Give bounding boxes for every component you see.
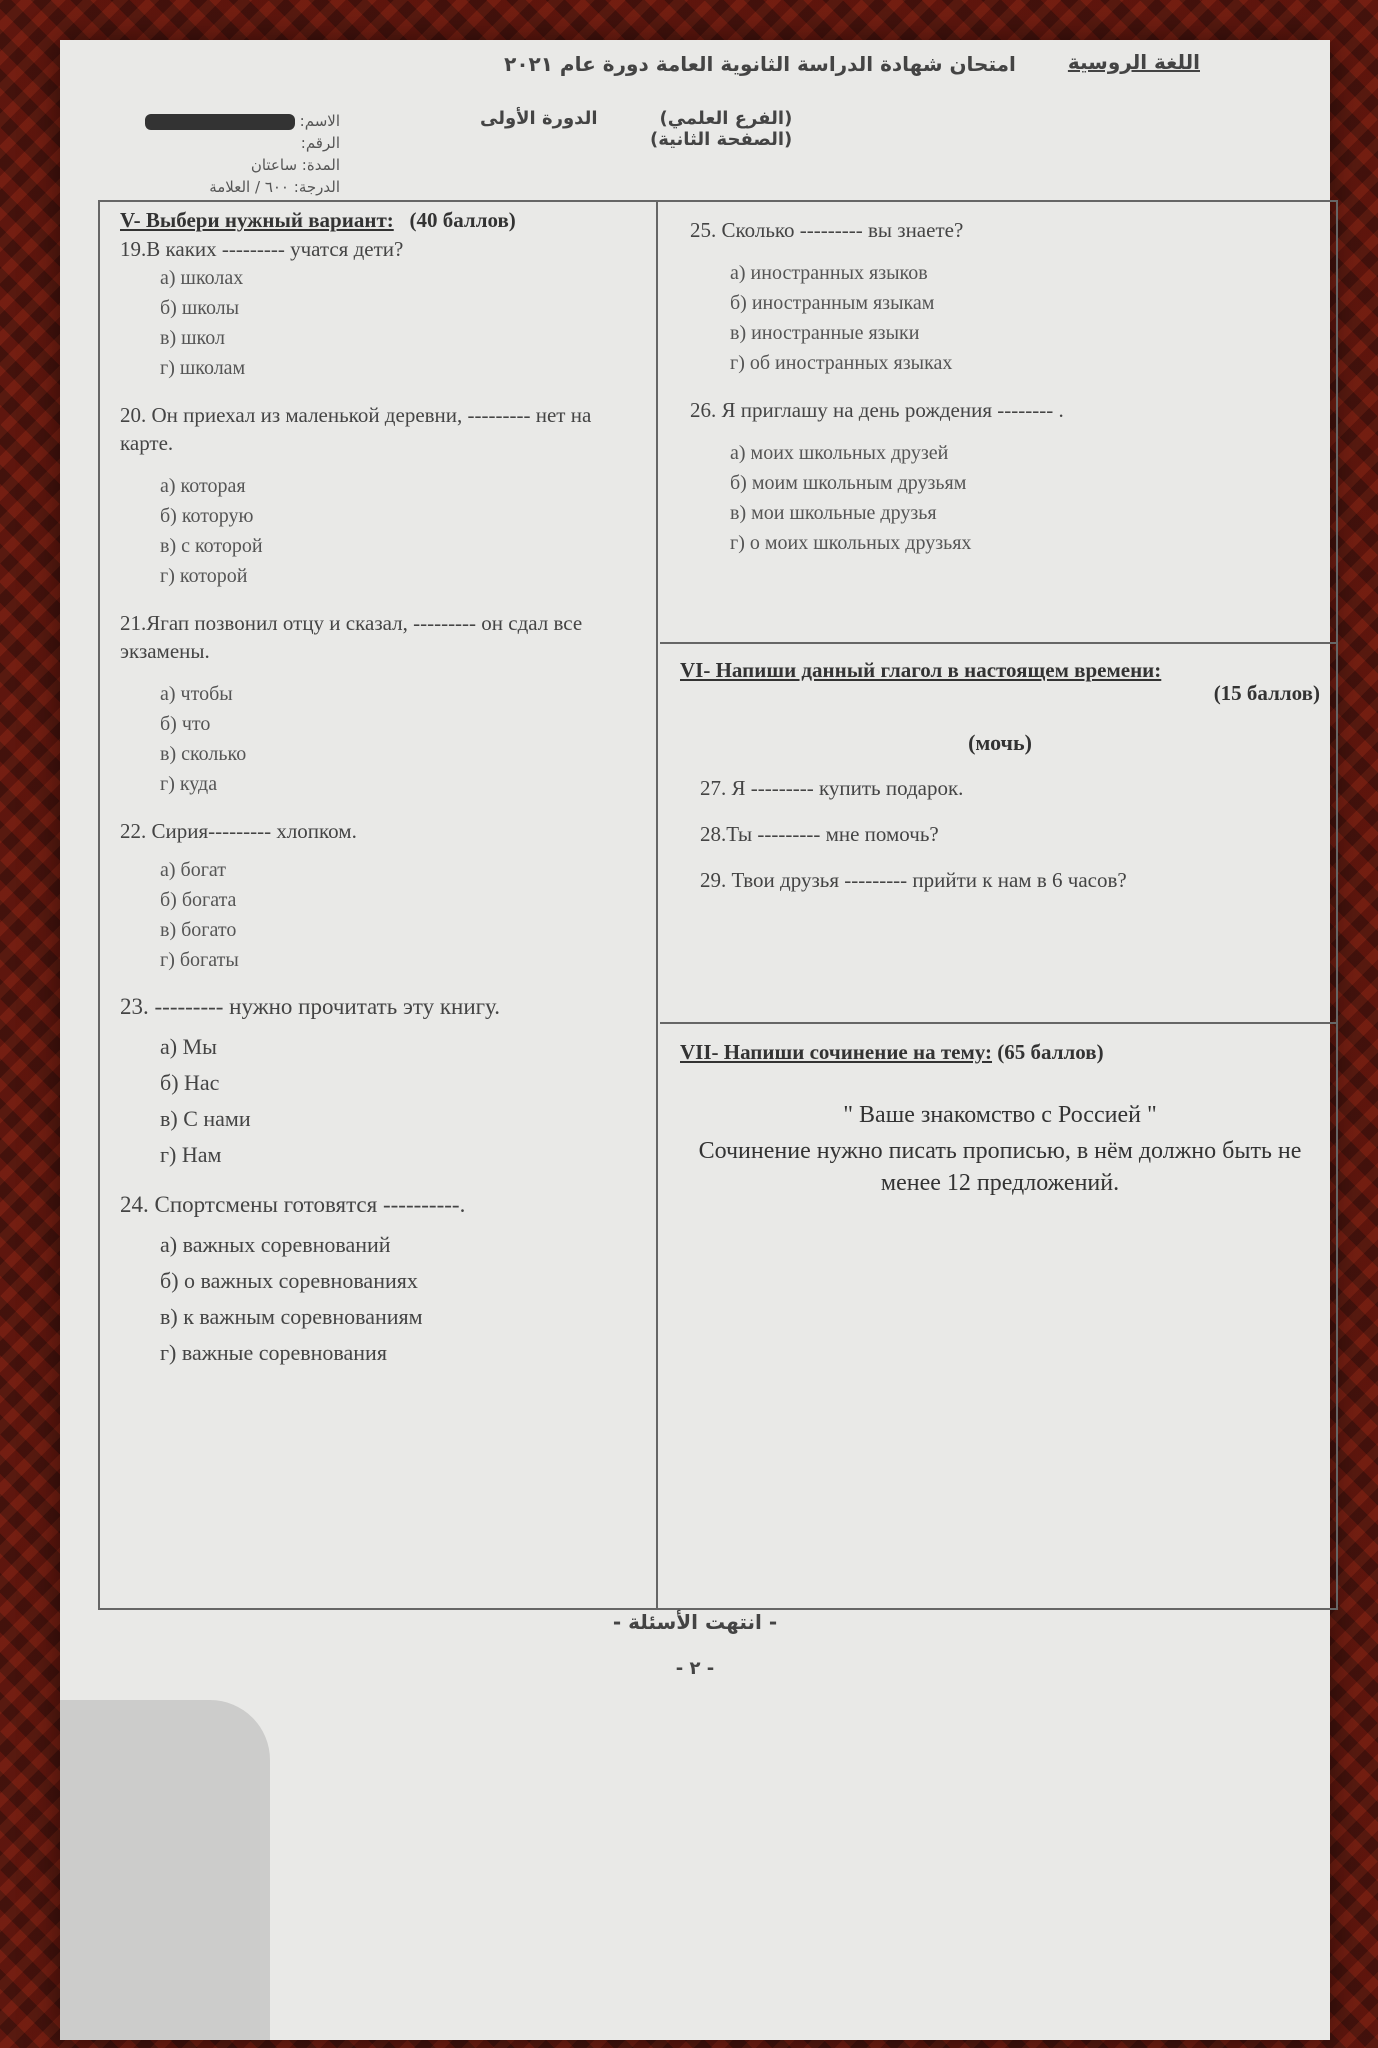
question-25: 25. Сколько --------- вы знаете? — [690, 218, 964, 242]
q20-option-a: а) которая — [160, 475, 246, 497]
essay-topic: " Ваше знакомство с Россией " — [843, 1102, 1157, 1128]
q24-option-d: г) важные соревнования — [160, 1340, 387, 1365]
q21-option-d: г) куда — [160, 773, 218, 795]
q23-option-c: в) С нами — [160, 1106, 251, 1131]
item-28: 28.Ты --------- мне помочь? — [700, 822, 939, 846]
q20-option-c: в) с которой — [160, 535, 263, 557]
right-column — [660, 202, 1336, 1608]
q20-option-d: г) которой — [160, 565, 248, 587]
q22-option-c: в) богато — [160, 919, 237, 941]
q21-option-a: а) чтобы — [160, 683, 233, 705]
q19-option-d: г) школам — [160, 357, 246, 379]
section-vi — [680, 658, 1320, 894]
q21-option-c: в) сколько — [160, 743, 247, 765]
section-vii — [680, 1040, 1320, 1199]
left-column — [100, 202, 658, 1608]
q24-option-c: в) к важным соревнованиям — [160, 1304, 423, 1329]
section-v-heading: V- Выбери нужный вариант: (40 баллов) — [120, 208, 516, 232]
page-number: - ٢ - — [675, 1658, 715, 1679]
q25-option-c: в) иностранные языки — [730, 322, 920, 344]
student-info-block — [80, 110, 340, 198]
q26-option-b: б) моим школьным друзьям — [730, 472, 967, 494]
q22-option-a: а) богат — [160, 859, 227, 881]
q24-option-a: а) важных соревнований — [160, 1232, 391, 1257]
q23-option-a: а) Мы — [160, 1034, 217, 1059]
number-row: الرقم: — [300, 134, 340, 152]
section-vi-heading: VI- Напиши данный глагол в настоящем времени: — [680, 658, 1162, 682]
q24-option-b: б) о важных соревнованиях — [160, 1268, 418, 1293]
q22-option-d: г) богаты — [160, 949, 239, 971]
exam-paper — [60, 40, 1330, 2040]
grade-row: الدرجة: ٦٠٠ / العلامة — [209, 178, 340, 196]
questions-frame — [98, 200, 1338, 1610]
q23-option-b: б) Нас — [160, 1070, 220, 1095]
essay-instructions: Сочинение нужно писать прописью, в нём должно быть не менее 12 предложений. — [698, 1138, 1302, 1196]
q19-option-b: б) школы — [160, 297, 240, 319]
branch-label: (الفرع العلمي) (الصفحة الثانية) — [650, 108, 793, 150]
q26-option-d: г) о моих школьных друзьях — [730, 532, 972, 554]
q23-option-d: г) Нам — [160, 1142, 222, 1167]
q25-option-a: а) иностранных языков — [730, 262, 928, 284]
subject-label: اللغة الروسية — [1067, 50, 1200, 74]
session-label: الدورة الأولى — [480, 108, 598, 129]
duration-row: المدة: ساعتان — [250, 156, 340, 174]
q25-option-b: б) иностранным языкам — [730, 292, 935, 314]
q19-option-a: а) школах — [160, 267, 244, 289]
section-vi-points: (15 баллов) — [1213, 681, 1320, 705]
shadow-overlay — [60, 1700, 270, 2040]
question-23: 23. --------- нужно прочитать эту книгу. — [120, 994, 501, 1019]
q21-option-b: б) что — [160, 713, 211, 735]
question-20: 20. Он приехал из маленькой деревни, --------- нет на карте. — [120, 403, 592, 455]
q19-option-c: в) школ — [160, 327, 225, 349]
question-22: 22. Сирия--------- хлопком. — [120, 819, 357, 843]
question-19: 19.В каких --------- учатся дети? — [120, 237, 404, 261]
question-21: 21.Ягап позвонил отцу и сказал, --------- он сдал все экзамены. — [120, 611, 583, 663]
exam-title: امتحان شهادة الدراسة الثانوية العامة دورة عام ٢٠٢١ — [504, 52, 1016, 76]
q22-option-b: б) богата — [160, 889, 237, 911]
section-divider-vi — [660, 642, 1336, 644]
verb-prompt: (мочь) — [968, 730, 1032, 755]
q20-option-b: б) которую — [160, 505, 254, 527]
end-of-questions: - انتهت الأسئلة - — [612, 1610, 778, 1634]
item-27: 27. Я --------- купить подарок. — [700, 776, 964, 800]
q26-option-a: а) моих школьных друзей — [730, 442, 949, 464]
section-divider-vii — [660, 1022, 1336, 1024]
q25-option-d: г) об иностранных языках — [730, 352, 953, 374]
section-vii-heading: VII- Напиши сочинение на тему: (65 баллов) — [680, 1040, 1104, 1064]
question-26: 26. Я приглашу на день рождения -------- . — [690, 398, 1064, 422]
item-29: 29. Твои друзья --------- прийти к нам в 6 часов? — [700, 868, 1127, 892]
redacted-name — [145, 114, 295, 130]
question-24: 24. Спортсмены готовятся ----------. — [120, 1192, 466, 1217]
student-name-row: الاسم: — [80, 110, 340, 132]
q26-option-c: в) мои школьные друзья — [730, 502, 937, 524]
